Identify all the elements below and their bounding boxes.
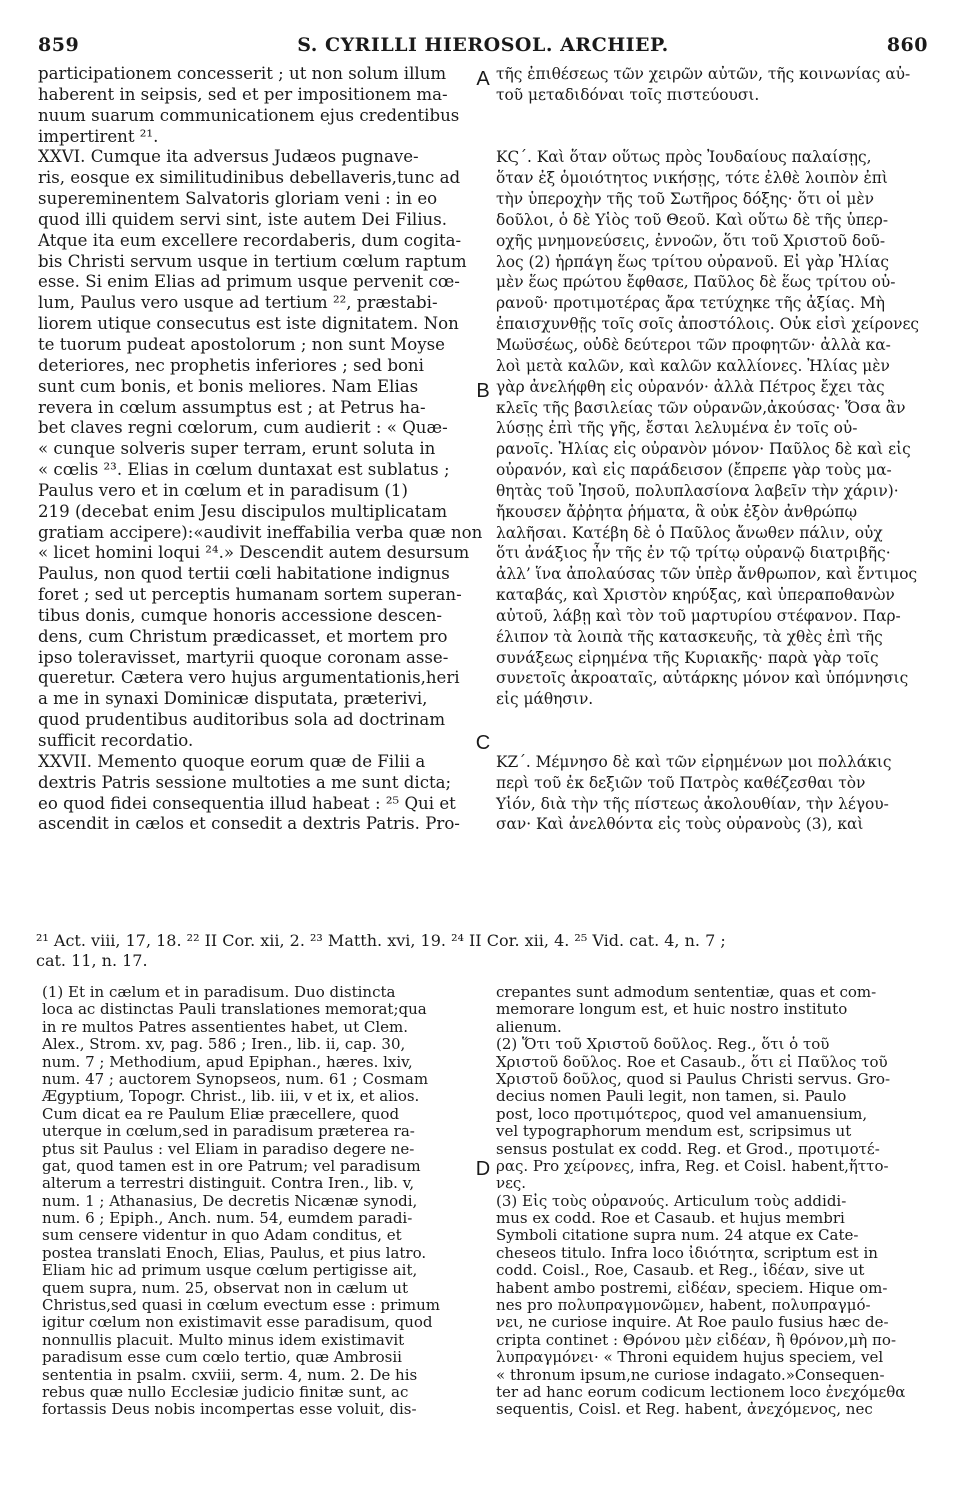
- greek-text-line: ὅταν ἐξ ὁμοιότητος νικήσῃς, τότε ἐλθὲ λοιπὸν ἐπὶ: [496, 169, 888, 188]
- section-marker-d: D: [475, 1158, 491, 1180]
- reference-line: cat. 11, n. 17.: [36, 951, 148, 970]
- latin-text-line: supereminentem Salvatoris gloriam veni : in eo: [38, 189, 438, 209]
- footnote-line: « thronum ipsum,ne curiose indagato.»Consequen-: [496, 1365, 885, 1384]
- latin-text-line: gratiam accipere):«audivit ineffabilia verba quæ non: [38, 522, 483, 542]
- greek-text-line: συνάξεως εἰρημένα τῆς Κυριακῆς· παρὰ γὰρ τοῖς: [496, 648, 879, 667]
- latin-text-line: Atque ita eum excellere recordaberis, dum cogita-: [38, 230, 462, 250]
- footnote-line: quem supra, num. 25, observat non in cælum ut: [42, 1278, 409, 1297]
- latin-text-line: bis Christi servum usque in tertium cœlum raptum: [38, 251, 467, 271]
- footnote-line: alterum a terrestri distinguit. Contra Iren., lib. v,: [42, 1174, 415, 1193]
- footnote-line: memorare longum est, et huic nostro instituto: [496, 1000, 848, 1019]
- latin-text-line: eo quod fidei consequentia illud habeat : ²⁵ Qui et: [38, 793, 456, 813]
- footnote-line: num. 47 ; auctorem Synopseos, num. 61 ; Cosmam: [42, 1069, 429, 1088]
- greek-text-line: [496, 106, 926, 127]
- footnote-line: ptus sit Paulus : vel Eliam in paradiso degere ne-: [42, 1139, 415, 1158]
- footnotes-left-column: [42, 984, 467, 1419]
- footnote-line: (1) Et in cælum et in paradisum. Duo distincta: [42, 983, 396, 1001]
- footnote-line: fortassis Deus nobis incompertas esse voluit, dis-: [42, 1400, 417, 1419]
- footnote-line: paradisum esse cum cœlo tertio, quæ Ambrosii: [42, 1348, 402, 1367]
- latin-text-line: a me in synaxi Dominicæ disputata, præterivi,: [38, 689, 428, 709]
- footnote-line: nes pro πολυπραγμονῶμεν, habent, πολυπραγμό-: [496, 1296, 871, 1315]
- greek-text-line: ἐπαισχυνθῇς τοῖς σοῖς ἀποστόλοις. Οὐκ εἰσὶ χείρονες: [496, 315, 920, 334]
- greek-text-line: μὲν ἕως πρώτου ἔφθασε, Παῦλος δὲ ἕως τρίτου οὐ-: [496, 273, 896, 292]
- greek-text-line: ρανοῦ· προτιμοτέρας ἄρα τετύχηκε τῆς ἀξίας. Μὴ: [496, 294, 885, 313]
- greek-text-line: τῆς ἐπιθέσεως τῶν χειρῶν αὐτῶν, τῆς κοινωνίας αὐ-: [496, 65, 911, 83]
- greek-text-line: [496, 710, 926, 731]
- footnote-line: crepantes sunt admodum sententiæ, quas et com-: [496, 983, 877, 1001]
- latin-text-line: « licet homini loqui ²⁴.» Descendit autem desursum: [38, 543, 470, 563]
- greek-text-line: [496, 127, 926, 148]
- greek-text-line: τὴν ὑπεροχὴν τῆς τοῦ Σωτῆρος δόξης· ὅτι οἱ μὲν: [496, 190, 874, 209]
- footnote-line: Ægyptium, Topogr. Christ., lib. iii, v et ix, et alios.: [42, 1087, 420, 1106]
- scripture-references: [36, 931, 928, 971]
- greek-text-line: κλεῖς τῆς βασιλείας τῶν οὐρανῶν,ἀκούσας· Ὅσα ἂν: [496, 398, 906, 417]
- running-title: S. CYRILLI HIEROSOL. ARCHIEP.: [297, 34, 669, 56]
- footnote-line: ρας. Pro χείρονες, infra, Reg. et Coisl. habent,ἥττο-: [496, 1156, 889, 1175]
- greek-text-line: περὶ τοῦ ἐκ δεξιῶν τοῦ Πατρὸς καθέζεσθαι τὸν: [496, 773, 866, 792]
- footnote-line: cripta continet : Θρόνου μὲν εἰδέαν, ἢ θρόνον,μὴ πο-: [496, 1330, 897, 1349]
- greek-text-line: αὐτοῦ, λάβῃ καὶ τὸν τοῦ μαρτυρίου στέφανον. Παρ-: [496, 606, 901, 625]
- greek-text-line: θητὰς τοῦ Ἰησοῦ, πολυπλασίονα λαβεῖν τὴν χάριν)·: [496, 481, 899, 500]
- latin-text-line: ascendit in cælos et consedit a dextris Patris. Pro-: [38, 814, 460, 834]
- latin-text-line: esse. Si enim Elias ad primum usque pervenit cœ-: [38, 272, 460, 292]
- latin-text-line: ris, eosque ex similitudinibus debellaveris,tunc ad: [38, 168, 461, 188]
- greek-text-line: λαλῆσαι. Κατέβη δὲ ὁ Παῦλος ἄνωθεν πάλιν, οὐχ: [496, 523, 883, 542]
- greek-text-line: γὰρ ἀνελήφθη εἰς οὐρανόν· ἀλλὰ Πέτρος ἔχει τὰς: [496, 377, 885, 396]
- greek-text-line: καταβάς, καὶ Χριστὸν κηρύξας, καὶ ὑπεραποθανὼν: [496, 586, 895, 605]
- latin-text-line: te tuorum pudeat apostolorum ; non sunt Moyse: [38, 334, 445, 354]
- greek-text-line: ἤκουσεν ἄῤῥητα ῥήματα, ἃ οὐκ ἐξὸν ἀνθρώπῳ: [496, 502, 858, 521]
- latin-text-line: Paulus vero et in cœlum et in paradisum (1): [38, 480, 408, 500]
- footnote-line: codd. Coisl., Roe, Casaub. et Reg., ἰδέαν, sive ut: [496, 1261, 865, 1280]
- latin-text-line: tibus donis, cumque honoris accessione descen-: [38, 605, 443, 625]
- latin-text-line: queretur. Cætera vero hujus argumentationis,heri: [38, 668, 460, 688]
- latin-text-line: dens, cum Christum prædicasset, et mortem pro: [38, 626, 448, 646]
- footnotes-right-column: [496, 984, 928, 1419]
- latin-text-line: « cœlis ²³. Elias in cœlum duntaxat est sublatus ;: [38, 460, 450, 480]
- latin-text-line: « cunque solveris super terram, erunt soluta in: [38, 439, 436, 459]
- footnote-line: habent ambo postremi, εἰδέαν, speciem. Hique om-: [496, 1278, 888, 1297]
- greek-text-line: οχῆς μνημονεύσεις, ἐννοῶν, ὅτι τοῦ Χριστοῦ δοῦ-: [496, 231, 886, 250]
- latin-text-line: revera in cœlum assumptus est ; at Petrus ha-: [38, 397, 426, 417]
- footnote-line: num. 7 ; Methodium, apud Epiphan., hæres. lxiv,: [42, 1052, 413, 1071]
- footnote-line: Symboli citatione supra num. 24 atque ex Cate-: [496, 1226, 859, 1245]
- section-marker-a: A: [476, 68, 490, 90]
- page-number-left: 859: [38, 34, 80, 56]
- footnote-line: Eliam hic ad primum usque cœlum pertigisse ait,: [42, 1261, 418, 1280]
- greek-text-line: Μωϋσέως, οὐδὲ δεύτεροι τῶν προφητῶν· ἀλλὰ κα-: [496, 335, 891, 354]
- footnote-line: decius nomen Pauli legit, non tamen, si. Paulo: [496, 1087, 847, 1106]
- latin-text-line: ipso toleravisset, martyrii quoque coronam asse-: [38, 647, 449, 667]
- greek-text-line: έλιπον τὰ λοιπὰ τῆς κατασκευῆς, τὰ χθὲς ἐπὶ τῆς: [496, 627, 883, 646]
- greek-text-line: ΚϚ΄. Καὶ ὅταν οὕτως πρὸς Ἰουδαίους παλαίσῃς,: [496, 148, 872, 167]
- section-marker-c: C: [475, 732, 491, 754]
- greek-text-line: συνετοῖς ἀκροαταῖς, αὐτάρκης μόνον καὶ ὑπόμνησις: [496, 669, 909, 688]
- page-header: [38, 34, 928, 60]
- greek-text-line: ἀλλ’ ἵνα ἀπολαύσας τῶν ὑπὲρ ἄνθρωπον, καὶ ἔντιμος: [496, 565, 918, 584]
- greek-text-line: Υἱόν, διὰ τὴν τῆς πίστεως ἀκολουθίαν, τὴν λέγου-: [496, 794, 889, 813]
- greek-text-line: δοῦλοι, ὁ δὲ Υἱὸς τοῦ Θεοῦ. Καὶ οὕτω δὲ τῆς ὑπερ-: [496, 210, 889, 229]
- latin-text-line: quod illi quidem servi sint, iste autem Dei Filius.: [38, 209, 448, 229]
- footnote-line: num. 6 ; Epiph., Anch. num. 54, eumdem paradi-: [42, 1209, 413, 1228]
- footnote-line: sententia in psalm. cxviii, serm. 4, num. 2. De his: [42, 1365, 418, 1384]
- latin-text-line: foret ; sed ut perceptis humanam sortem superan-: [38, 585, 462, 605]
- greek-text-line: λύσῃς ἐπὶ τῆς γῆς, ἔσται λελυμένα ἐν τοῖς οὐ-: [496, 419, 858, 438]
- greek-text-line: ρανοῖς. Ἠλίας εἰς οὐρανὸν μόνον· Παῦλος δὲ καὶ εἰς: [496, 440, 911, 459]
- footnote-line: (2) Ὅτι τοῦ Χριστοῦ δοῦλος. Reg., ὅτι ὁ τοῦ: [496, 1035, 830, 1054]
- footnote-line: νει, ne curiose inquire. At Roe paulo fusius hæc de-: [496, 1313, 889, 1332]
- footnote-line: postea translati Enoch, Elias, Paulus, et pius latro.: [42, 1243, 427, 1262]
- footnote-line: loca ac distinctas Pauli translationes memorat;qua: [42, 1000, 427, 1019]
- footnote-line: Alex., Strom. xv, pag. 586 ; Iren., lib. ii, cap. 30,: [42, 1035, 406, 1054]
- footnote-line: mus ex codd. Roe et Casaub. et hujus membri: [496, 1209, 845, 1228]
- latin-text-line: 219 (decebat enim Jesu discipulos multiplicatam: [38, 501, 448, 521]
- footnote-line: cheseos titulo. Infra loco ἰδιότητα, scriptum est in: [496, 1243, 878, 1262]
- latin-text-line: sufficit recordatio.: [38, 731, 194, 750]
- latin-text-line: impertirent ²¹.: [38, 126, 159, 146]
- footnote-line: νες.: [496, 1174, 527, 1193]
- latin-text-line: XXVI. Cumque ita adversus Judæos pugnave-: [38, 147, 419, 167]
- reference-line: ²¹ Act. viii, 17, 18. ²² II Cor. xii, 2. ²³ Matth. xvi, 19. ²⁴ II Cor. xii, 4. ²⁵ Vid. cat. 4, n. 7 ;: [36, 931, 726, 950]
- footnote-line: uterque in cœlum,sed in paradisum præterea ra-: [42, 1122, 415, 1141]
- section-marker-b: B: [476, 380, 490, 402]
- footnote-line: nonnullis placuit. Multo minus idem existimavit: [42, 1330, 405, 1349]
- footnote-line: igitur cœlum non existimavit esse paradisum, quod: [42, 1313, 433, 1332]
- latin-text-line: haberent in seipsis, sed et per impositionem ma-: [38, 84, 448, 104]
- latin-text-line: bet claves regni cœlorum, cum audierit : « Quæ-: [38, 418, 448, 438]
- footnote-line: Cum dicat ea re Paulum Eliæ præcellere, quod: [42, 1104, 400, 1123]
- greek-text-line: σαν· Καὶ ἀνελθόντα εἰς τοὺς οὐρανοὺς (3), καὶ: [496, 815, 864, 834]
- greek-text-line: [496, 731, 926, 752]
- latin-text-line: participationem concesserit ; ut non solum illum: [38, 64, 447, 83]
- greek-text-line: οὐρανόν, καὶ εἰς παράδεισον (ἔπρεπε γὰρ τοὺς μα-: [496, 461, 892, 480]
- latin-text-line: XXVII. Memento quoque eorum quæ de Filii a: [38, 751, 426, 771]
- footnote-line: sensus postulat ex codd. Reg. et Grod., προτιμοτέ-: [496, 1139, 880, 1158]
- greek-text-line: λος (2) ἡρπάγη ἕως τρίτου οὐρανοῦ. Εἰ γὰρ Ἠλίας: [496, 252, 889, 271]
- footnote-line: post, loco προτιμότερος, quod vel amanuensium,: [496, 1104, 868, 1123]
- greek-text-line: τοῦ μεταδιδόναι τοῖς πιστεύουσι.: [496, 85, 760, 104]
- latin-text-line: lum, Paulus vero usque ad tertium ²², præstabi-: [38, 293, 438, 313]
- footnote-line: (3) Εἰς τοὺς οὐρανούς. Articulum τοὺς addidi-: [496, 1191, 847, 1210]
- footnote-line: sum censere videntur in quo Adam conditus, et: [42, 1226, 402, 1245]
- greek-text-line: ὅτι ἀνάξιος ἦν τῆς ἐν τῷ τρίτῳ οὐρανῷ διατριβῆς·: [496, 544, 891, 563]
- footnote-line: in re multos Patres assentientes habet, ut Clem.: [42, 1017, 409, 1036]
- latin-column: [38, 64, 483, 835]
- footnote-line: λυπραγμόνει· « Throni equidem hujus speciem, vel: [496, 1348, 884, 1367]
- latin-text-line: quod prudentibus auditoribus sola ad doctrinam: [38, 710, 446, 730]
- greek-text-line: λοὶ μετὰ καλῶν, καὶ καλῶν καλλίονες. Ἠλίας μὲν: [496, 356, 890, 375]
- footnote-line: num. 1 ; Athanasius, De decretis Nicænæ synodi,: [42, 1191, 418, 1210]
- footnote-line: Χριστοῦ δοῦλος, quod si Paulus Christi servus. Gro-: [496, 1069, 891, 1088]
- latin-text-line: nuum suarum communicationem ejus credentibus: [38, 105, 460, 125]
- latin-text-line: liorem utique consecutus est iste dignitatem. Non: [38, 314, 459, 334]
- greek-column: [496, 64, 926, 835]
- latin-text-line: Paulus, non quod tertii cœli habitatione indignus: [38, 564, 450, 584]
- footnote-line: ter ad hanc eorum codicum lectionem loco ἐνεχόμεθα: [496, 1382, 906, 1401]
- footnote-line: Χριστοῦ δοῦλος. Roe et Casaub., ὅτι εἰ Παῦλος τοῦ: [496, 1052, 888, 1071]
- footnote-line: Christus,sed quasi in cœlum evectum esse : primum: [42, 1296, 441, 1315]
- footnote-line: alienum.: [496, 1017, 562, 1036]
- latin-text-line: sunt cum bonis, et bonis meliores. Nam Elias: [38, 376, 419, 396]
- footnote-line: gat, quod tamen est in ore Patrum; vel paradisum: [42, 1156, 421, 1175]
- greek-text-line: ΚΖ΄. Μέμνησο δὲ καὶ τῶν εἰρημένων μοι πολλάκις: [496, 752, 892, 771]
- footnote-line: rebus quæ nullo Ecclesiæ judicio finitæ sunt, ac: [42, 1382, 409, 1401]
- footnote-line: sequentis, Coisl. et Reg. habent, ἀνεχόμενος, nec: [496, 1400, 873, 1419]
- footnote-line: vel typographorum mendum est, scripsimus ut: [496, 1122, 852, 1141]
- page-number-right: 860: [886, 34, 928, 56]
- latin-text-line: dextris Patris sessione multoties a me sunt dicta;: [38, 772, 452, 792]
- greek-text-line: εἰς μάθησιν.: [496, 690, 594, 709]
- latin-text-line: deteriores, nec prophetis inferiores ; sed boni: [38, 355, 424, 375]
